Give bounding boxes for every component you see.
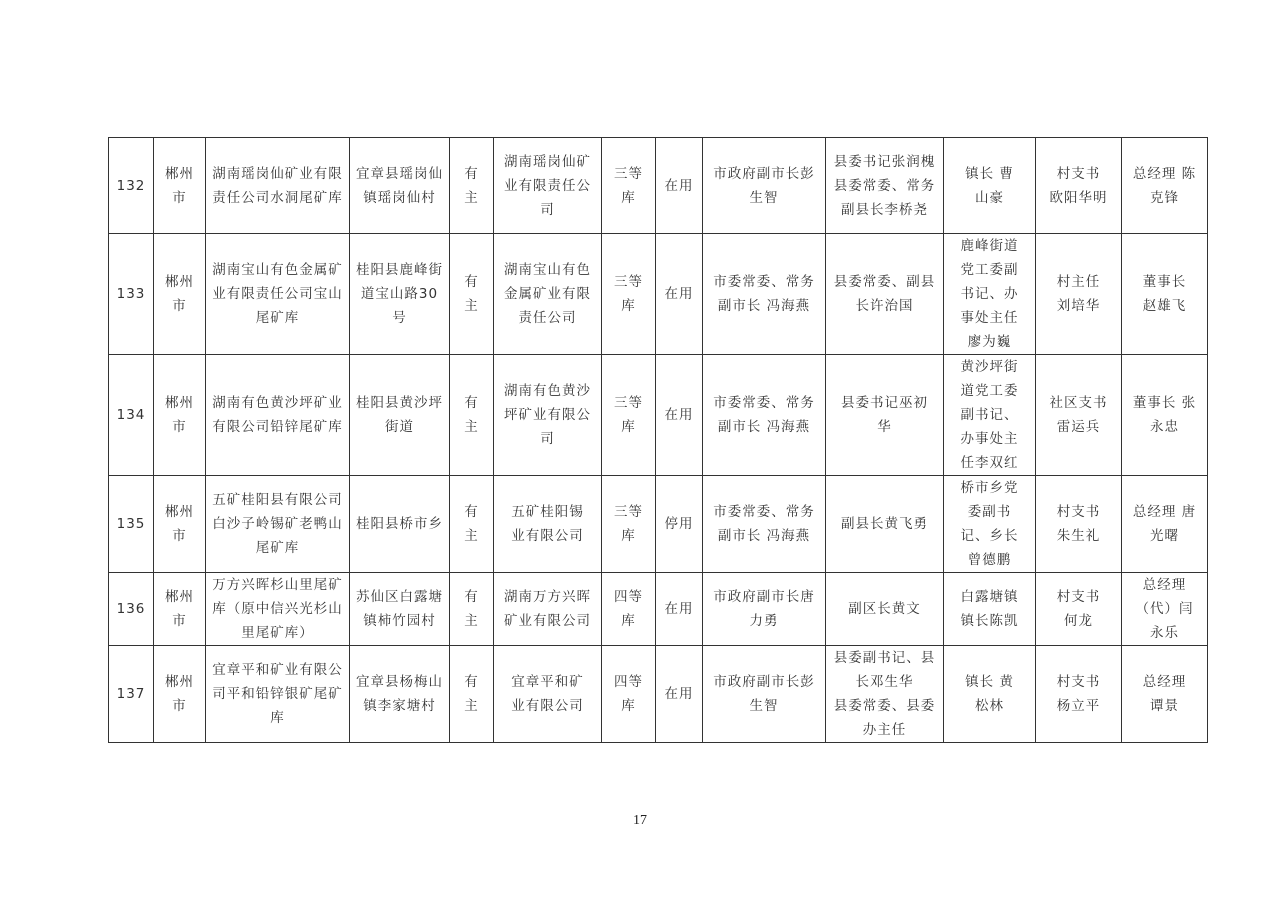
county-leader-cell (826, 476, 944, 573)
location-cell: 桂阳县黄沙坪街道 (350, 355, 450, 476)
grade-cell: 三等库 (602, 138, 656, 234)
county-leader-cell (826, 355, 944, 476)
county-leader-line: 副区长黄文 (848, 601, 921, 617)
village-leader-cell: 村支书 何龙 (1036, 573, 1122, 646)
company-cell: 湖南宝山有色金属矿业有限责任公司 (494, 234, 602, 355)
city-cell: 郴州市 (154, 138, 206, 234)
tailings-pond-table (108, 137, 1208, 743)
company-cell: 湖南有色黄沙坪矿业有限公司 (494, 355, 602, 476)
company-cell: 五矿桂阳锡业有限公司 (494, 476, 602, 573)
village-leader-cell: 社区支书雷运兵 (1036, 355, 1122, 476)
row-number: 134 (109, 355, 154, 476)
owner-status-cell: 有主 (450, 573, 494, 646)
county-leader-cell (826, 573, 944, 646)
village-leader-cell: 村支书 杨立平 (1036, 646, 1122, 743)
village-leader-cell: 村主任 刘培华 (1036, 234, 1122, 355)
use-status-cell: 停用 (656, 476, 703, 573)
table-row (109, 573, 1208, 646)
grade-cell: 三等库 (602, 234, 656, 355)
use-status-cell: 在用 (656, 355, 703, 476)
grade-cell: 四等库 (602, 573, 656, 646)
city-leader-cell: 市委常委、常务副市长 冯海燕 (703, 355, 826, 476)
row-number: 137 (109, 646, 154, 743)
use-status-cell: 在用 (656, 138, 703, 234)
town-leader-cell: 镇长 曹山豪 (944, 138, 1036, 234)
enterprise-leader-cell: 总经理 陈克锋 (1122, 138, 1208, 234)
enterprise-leader-cell: 总经理（代）闫永乐 (1122, 573, 1208, 646)
county-leader-line: 县委常委、常务副县长李桥尧 (833, 177, 936, 218)
location-cell: 桂阳县鹿峰街道宝山路30号 (350, 234, 450, 355)
village-leader-cell: 村支书 朱生礼 (1036, 476, 1122, 573)
city-cell: 郴州市 (154, 646, 206, 743)
company-cell: 宜章平和矿业有限公司 (494, 646, 602, 743)
use-status-cell: 在用 (656, 573, 703, 646)
county-leader-line: 县委副书记、县长邓生华 (833, 650, 936, 690)
enterprise-leader-cell: 董事长 张永忠 (1122, 355, 1208, 476)
table-row (109, 138, 1208, 234)
city-cell: 郴州市 (154, 234, 206, 355)
table-row (109, 234, 1208, 355)
city-leader-cell: 市委常委、常务副市长 冯海燕 (703, 476, 826, 573)
owner-status-cell: 有主 (450, 138, 494, 234)
county-leader-line: 县委书记张润槐 (833, 153, 936, 170)
county-leader-line: 县委书记巫初华 (841, 395, 928, 435)
enterprise-leader-cell: 总经理 唐光曙 (1122, 476, 1208, 573)
table-row (109, 476, 1208, 573)
city-cell: 郴州市 (154, 355, 206, 476)
town-leader-cell: 鹿峰街道党工委副书记、办事处主任廖为巍 (944, 234, 1036, 355)
village-leader-cell: 村支书 欧阳华明 (1036, 138, 1122, 234)
town-leader-cell: 桥市乡党委副书记、乡长曾德鹏 (944, 476, 1036, 573)
location-cell: 宜章县杨梅山镇李家塘村 (350, 646, 450, 743)
county-leader-line: 县委常委、副县长许治国 (833, 274, 936, 314)
county-leader-line: 副县长黄飞勇 (841, 516, 928, 532)
row-number: 135 (109, 476, 154, 573)
grade-cell: 三等库 (602, 476, 656, 573)
owner-status-cell: 有主 (450, 355, 494, 476)
city-cell: 郴州市 (154, 476, 206, 573)
pond-name-cell: 万方兴晖杉山里尾矿库（原中信兴光杉山里尾矿库） (206, 573, 350, 646)
county-leader-cell (826, 234, 944, 355)
table-row (109, 355, 1208, 476)
town-leader-cell: 镇长 黄松林 (944, 646, 1036, 743)
owner-status-cell: 有主 (450, 234, 494, 355)
pond-name-cell: 宜章平和矿业有限公司平和铅锌银矿尾矿库 (206, 646, 350, 743)
city-leader-cell: 市政府副市长彭生智 (703, 138, 826, 234)
table-row (109, 646, 1208, 743)
company-cell: 湖南瑶岗仙矿业有限责任公司 (494, 138, 602, 234)
use-status-cell: 在用 (656, 234, 703, 355)
row-number: 132 (109, 138, 154, 234)
pond-name-cell: 五矿桂阳县有限公司白沙子岭锡矿老鸭山尾矿库 (206, 476, 350, 573)
city-leader-cell: 市政府副市长唐力勇 (703, 573, 826, 646)
pond-name-cell: 湖南宝山有色金属矿业有限责任公司宝山尾矿库 (206, 234, 350, 355)
county-leader-line: 县委常委、县委办主任 (833, 698, 936, 738)
city-cell: 郴州市 (154, 573, 206, 646)
county-leader-cell (826, 138, 944, 234)
pond-name-cell: 湖南有色黄沙坪矿业有限公司铅锌尾矿库 (206, 355, 350, 476)
location-cell: 苏仙区白露塘镇柿竹园村 (350, 573, 450, 646)
city-leader-cell: 市委常委、常务副市长 冯海燕 (703, 234, 826, 355)
pond-name-cell: 湖南瑶岗仙矿业有限责任公司水洞尾矿库 (206, 138, 350, 234)
owner-status-cell: 有主 (450, 476, 494, 573)
page-number: 17 (633, 813, 647, 828)
enterprise-leader-cell: 董事长赵雄飞 (1122, 234, 1208, 355)
county-leader-cell (826, 646, 944, 743)
row-number: 133 (109, 234, 154, 355)
city-leader-cell: 市政府副市长彭生智 (703, 646, 826, 743)
location-cell: 宜章县瑶岗仙镇瑶岗仙村 (350, 138, 450, 234)
town-leader-cell: 黄沙坪街道党工委副书记、办事处主任李双红 (944, 355, 1036, 476)
use-status-cell: 在用 (656, 646, 703, 743)
town-leader-cell: 白露塘镇镇长陈凯 (944, 573, 1036, 646)
grade-cell: 三等库 (602, 355, 656, 476)
company-cell: 湖南万方兴晖矿业有限公司 (494, 573, 602, 646)
row-number: 136 (109, 573, 154, 646)
owner-status-cell: 有主 (450, 646, 494, 743)
enterprise-leader-cell: 总经理谭景 (1122, 646, 1208, 743)
location-cell: 桂阳县桥市乡 (350, 476, 450, 573)
grade-cell: 四等库 (602, 646, 656, 743)
